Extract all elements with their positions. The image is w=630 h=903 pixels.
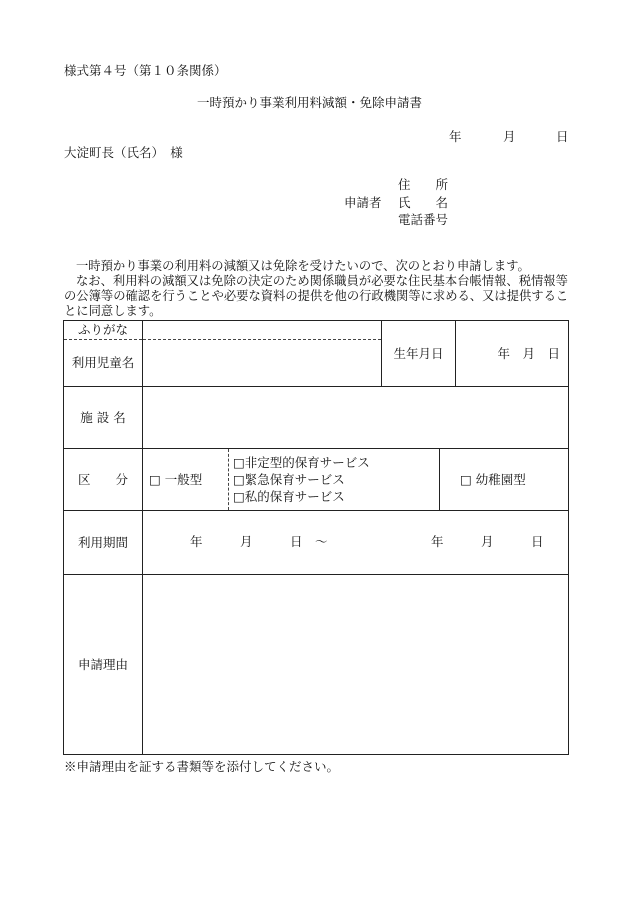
reason-label: 申請理由 xyxy=(64,575,143,755)
facility-label: 施 設 名 xyxy=(64,387,143,449)
child-name-label: 利用児童名 xyxy=(71,355,135,370)
birthdate-field[interactable] xyxy=(456,321,569,387)
child-name-row xyxy=(64,321,569,387)
category-option-atypical[interactable]: □非定型的保育サービス xyxy=(233,455,370,470)
date-year: 年 xyxy=(449,129,462,144)
applicant-phone-label: 電話番号 xyxy=(398,212,449,227)
date-month: 月 xyxy=(503,129,516,144)
child-name-input[interactable] xyxy=(143,340,381,386)
category-kindergarten-option[interactable]: □ 幼稚園型 xyxy=(440,449,569,511)
category-general-option[interactable]: □ 一般型 xyxy=(143,449,229,511)
period-end: 年 月 日 xyxy=(431,533,544,549)
date-day: 日 xyxy=(556,129,569,144)
birthdate-value: 年 月 日 xyxy=(497,346,561,361)
category-sub-options xyxy=(229,449,440,511)
applicant-label: 申請者 xyxy=(344,195,382,210)
category-label: 区 分 xyxy=(64,449,143,511)
application-table xyxy=(63,320,569,755)
period-row xyxy=(64,511,569,575)
furigana-field[interactable] xyxy=(143,321,381,340)
child-name-label-cell xyxy=(64,321,143,387)
request-paragraph-1: 一時預かり事業の利用料の減額又は免除を受けたいので、次のとおり申請します。 xyxy=(76,259,530,273)
facility-row xyxy=(64,387,569,449)
furigana-label: ふりがな xyxy=(64,321,142,340)
period-start: 年 月 日 ～ xyxy=(190,533,328,549)
applicant-name-label: 氏 名 xyxy=(398,195,449,210)
applicant-address-label: 住 所 xyxy=(398,177,449,192)
request-statement xyxy=(64,259,570,319)
facility-field[interactable] xyxy=(143,387,569,449)
birthdate-label: 生年月日 xyxy=(382,321,456,387)
form-title: 一時預かり事業利用料減額・免除申請書 xyxy=(197,95,423,110)
category-option-private[interactable]: □私的保育サービス xyxy=(233,489,345,504)
footnote: ※申請理由を証する書類等を添付してください。 xyxy=(64,759,340,774)
addressee: 大淀町長（氏名） 様 xyxy=(64,145,183,160)
period-label: 利用期間 xyxy=(64,511,143,575)
reason-row xyxy=(64,575,569,755)
period-field[interactable] xyxy=(143,511,569,575)
child-name-field[interactable] xyxy=(143,321,382,387)
category-option-emergency[interactable]: □緊急保育サービス xyxy=(233,472,345,487)
request-paragraph-2: なお、利用料の減額又は免除の決定のため関係職員が必要な住民基本台帳情報、税情報等の公簿等の確認を行うことや必要な資料の提供を他の行政機関等に求める、又は提供することに同意します。 xyxy=(64,274,569,318)
category-row xyxy=(64,449,569,511)
form-number: 様式第４号（第１０条関係） xyxy=(64,63,227,78)
reason-field[interactable] xyxy=(143,575,569,755)
